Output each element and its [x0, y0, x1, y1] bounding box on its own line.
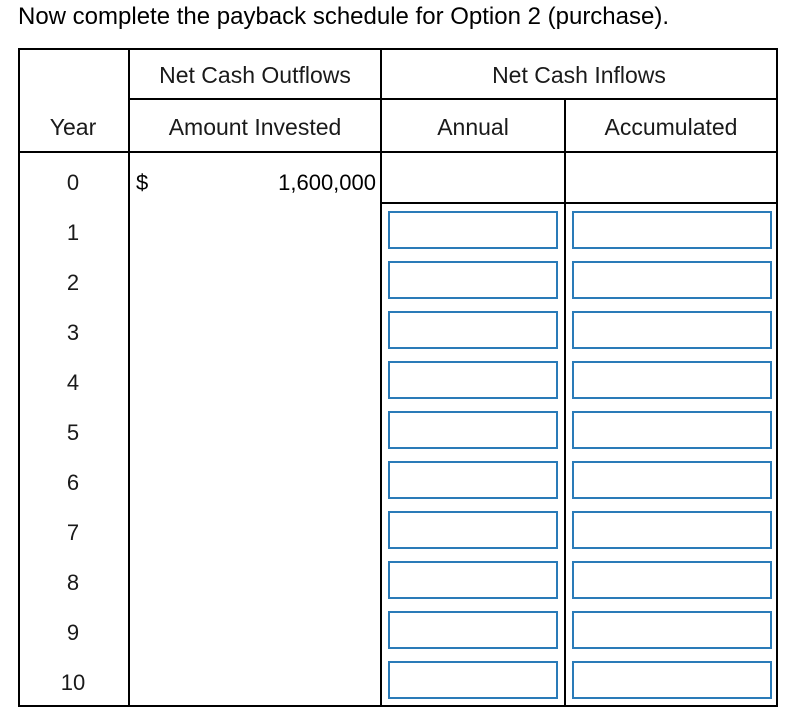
annual-input-year-6[interactable]	[388, 461, 558, 499]
accumulated-input-year-10[interactable]	[572, 661, 772, 699]
year-cell-9: 9	[66, 620, 80, 645]
year-cell-0: 0	[66, 170, 80, 195]
annual-input-year-10[interactable]	[388, 661, 558, 699]
divider-year-outflow	[128, 48, 130, 707]
table-border-bottom	[18, 705, 778, 707]
annual-input-year-9[interactable]	[388, 611, 558, 649]
accumulated-input-year-6[interactable]	[572, 461, 772, 499]
year-cell-3: 3	[66, 320, 80, 345]
net-cash-outflows-header: Net Cash Outflows	[159, 62, 351, 88]
annual-input-year-8[interactable]	[388, 561, 558, 599]
annual-column-header: Annual	[437, 114, 509, 140]
annual-input-year-2[interactable]	[388, 261, 558, 299]
amount-invested-column-header: Amount Invested	[168, 114, 342, 140]
amount-invested-value: 1,600,000	[278, 170, 376, 195]
year-cell-7: 7	[66, 520, 80, 545]
year-column-header: Year	[49, 114, 97, 140]
accumulated-input-year-7[interactable]	[572, 511, 772, 549]
divider-outflow-inflow	[380, 48, 382, 707]
year-cell-2: 2	[66, 270, 80, 295]
net-cash-inflows-header: Net Cash Inflows	[492, 62, 666, 88]
annual-input-year-3[interactable]	[388, 311, 558, 349]
currency-symbol: $	[136, 170, 149, 195]
accumulated-input-year-8[interactable]	[572, 561, 772, 599]
annual-input-year-7[interactable]	[388, 511, 558, 549]
year-cell-6: 6	[66, 470, 80, 495]
table-border-top	[18, 48, 778, 50]
year-cell-4: 4	[66, 370, 80, 395]
divider-header-body	[18, 151, 778, 153]
divider-annual-accumulated	[564, 100, 566, 707]
divider-group-header	[128, 98, 778, 100]
accumulated-input-year-3[interactable]	[572, 311, 772, 349]
accumulated-column-header: Accumulated	[604, 114, 738, 140]
payback-schedule-table	[18, 48, 778, 707]
annual-input-year-1[interactable]	[388, 211, 558, 249]
year-cell-8: 8	[66, 570, 80, 595]
accumulated-input-year-9[interactable]	[572, 611, 772, 649]
accumulated-input-year-5[interactable]	[572, 411, 772, 449]
annual-input-year-5[interactable]	[388, 411, 558, 449]
year-cell-5: 5	[66, 420, 80, 445]
accumulated-input-year-1[interactable]	[572, 211, 772, 249]
year-cell-10: 10	[60, 670, 86, 695]
accumulated-input-year-2[interactable]	[572, 261, 772, 299]
instruction-text: Now complete the payback schedule for Option 2 (purchase).	[18, 3, 670, 30]
table-border-right	[776, 48, 778, 707]
year0-inflow-underline	[380, 202, 778, 204]
year-cell-1: 1	[66, 220, 80, 245]
annual-input-year-4[interactable]	[388, 361, 558, 399]
accumulated-input-year-4[interactable]	[572, 361, 772, 399]
